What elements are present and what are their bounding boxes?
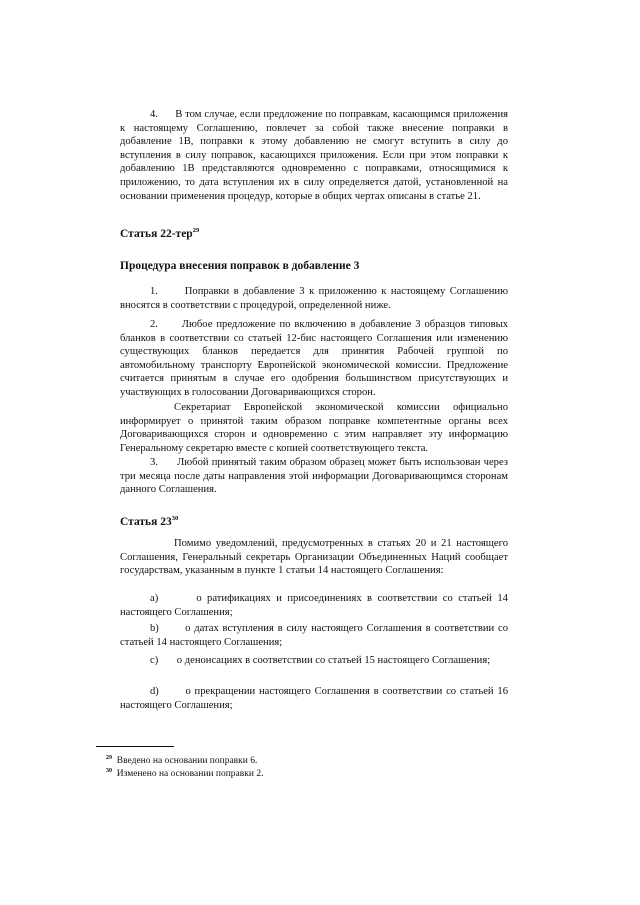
footnote-number: 29 xyxy=(106,754,112,761)
footnote-text: Введено на основании поправки 6. xyxy=(116,756,258,766)
footnote-30 xyxy=(106,768,263,780)
list-item-b xyxy=(120,622,508,649)
paragraph-text: Любое предложение по включению в добавление 3 образцов типовых бланков в соответствии со статьей 12-бис настоящего Соглашения или изменению существующих бланков передается для принятия Рабочей группой по автомобильному транспорту Европейской экономической комиссии. Предложение считается принятым в случае его одобрения большинством присутствующих и участвующих в голосовании Договаривающихся сторон. xyxy=(120,319,509,398)
article-23-intro: Помимо уведомлений, предусмотренных в статьях 20 и 21 настоящего Соглашения, Генеральный секретарь Организации Объединенных Наций сообщает государствам, указанным в пункте 1 статьи 14 настоящего Соглашения: xyxy=(120,538,508,577)
list-item-label: a) xyxy=(150,593,159,604)
paragraph-number: 2. xyxy=(150,319,158,330)
paragraph-1 xyxy=(120,285,508,312)
list-item-c xyxy=(120,654,508,668)
article-title: Статья 23 xyxy=(120,516,172,528)
list-item-a xyxy=(120,592,508,619)
footnote-ref: 29 xyxy=(192,227,200,235)
paragraph-2 xyxy=(120,318,508,400)
list-item-text: о прекращении настоящего Соглашения в соответствии со статьей 16 настоящего Соглашения; xyxy=(120,686,508,711)
list-item-d xyxy=(120,685,508,712)
paragraph-3 xyxy=(120,456,508,497)
list-item-label: b) xyxy=(150,623,159,634)
list-item-text: о денонсациях в соответствии со статьей 15 настоящего Соглашения; xyxy=(176,655,491,666)
paragraph-text: Любой принятый таким образом образец может быть использован через три месяца после даты направления этой информации Договаривающимся сторонам данного Соглашения. xyxy=(120,457,508,496)
paragraph-2-continued: Секретариат Европейской экономической комиссии официально информирует о принятой таким образом поправке компетентные органы всех Договаривающихся сторон и одновременно с этим направляет эту информацию Генеральному секретарю вместе с копией соответствующего текста. xyxy=(120,402,508,454)
footnote-29 xyxy=(106,755,257,767)
paragraph-text: В том случае, если предложение по поправкам, касающимся приложения к настоящему Соглашению, повлечет за собой также внесение поправки в добавление 1В, поправки к этому добавлению не смогут вступить в силу до вступления в силу поправок, касающихся приложения. Если при этом поправки к добавлению 1В представляются одновременно с поправками, относящимися к приложению, то дата вступления их в силу определяется датой, установленной на основании применения процедур, которые в общих чертах описаны в статье 21. xyxy=(120,109,508,202)
paragraph-4 xyxy=(120,108,508,203)
list-item-label: c) xyxy=(150,655,159,666)
list-item-text: о датах вступления в силу настоящего Соглашения в соответствии со статьей 14 настоящего Соглашения; xyxy=(120,623,508,648)
article-23-heading xyxy=(120,515,178,529)
footnote-text: Изменено на основании поправки 2. xyxy=(116,769,264,779)
paragraph-number: 4. xyxy=(150,109,158,120)
list-item-label: d) xyxy=(150,686,159,697)
paragraph-text: Поправки в добавление 3 к приложению к настоящему Соглашению вносятся в соответствии с процедурой, определенной ниже. xyxy=(120,286,508,311)
footnote-divider xyxy=(96,746,174,747)
procedure-heading: Процедура внесения поправок в добавление 3 xyxy=(120,260,360,272)
paragraph-number: 1. xyxy=(150,286,158,297)
footnote-ref: 30 xyxy=(171,515,179,523)
article-22-ter-heading xyxy=(120,227,199,241)
list-item-text: о ратификациях и присоединениях в соответствии со статьей 14 настоящего Соглашения; xyxy=(120,593,508,618)
paragraph-number: 3. xyxy=(150,457,158,468)
footnote-number: 30 xyxy=(106,767,112,774)
article-title: Статья 22-тер xyxy=(120,228,193,240)
